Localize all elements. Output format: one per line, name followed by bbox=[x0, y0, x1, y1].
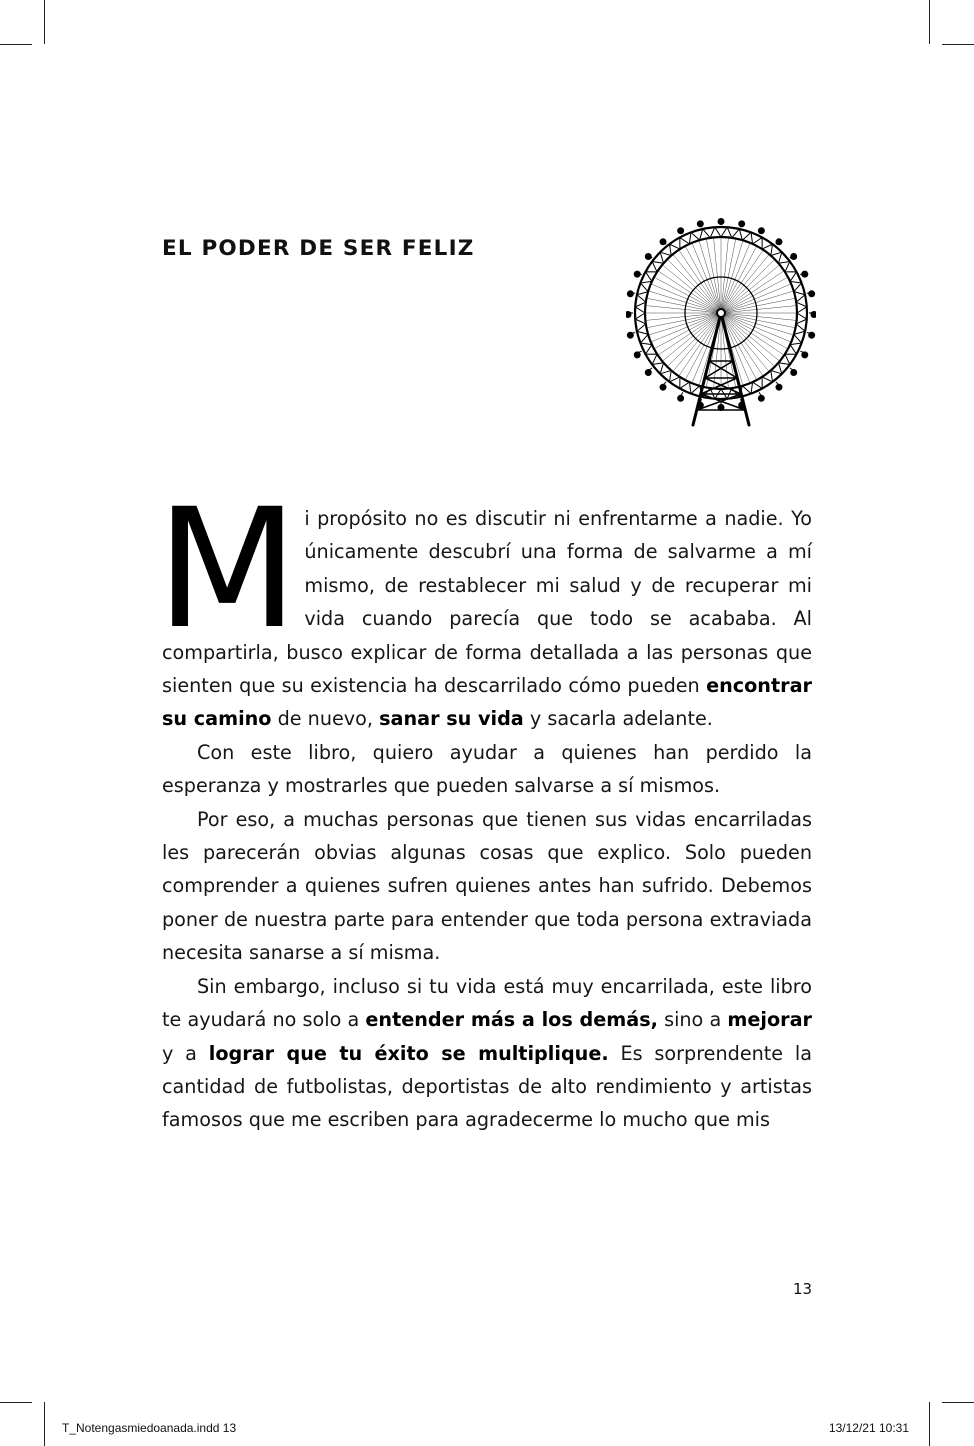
body-text bbox=[156, 473, 813, 1137]
bold-phrase: lograr que tu éxito se multiplique. bbox=[208, 1041, 609, 1065]
drop-cap: M bbox=[156, 473, 295, 665]
paragraph-1: i propósito no es discutir ni enfrentarme a nadie. Yo únicamente descubrí una forma de salvarme a mí mismo, de restablecer mi salud y de recuperar mi vida cuando parecía que todo se acababa. Al compartirla, busco explicar de forma detallada a las personas que sienten que su existencia ha descarrilado cómo pueden encontrar su camino de nuevo, sanar su vida y sacarla adelante. bbox=[162, 507, 812, 731]
bold-phrase: encontrar su camino bbox=[162, 674, 812, 731]
paragraph-4: Sin embargo, incluso si tu vida está muy encarrilada, este libro te ayudará no solo a entender más a los demás, sino a mejorar y a lograr que tu éxito se multiplique. Es sorprendente la cantidad de futbolistas, deportistas de alto rendimiento y artistas famosos que me escriben para agradecerme lo mucho que mis bbox=[162, 974, 813, 1132]
crop-mark bbox=[942, 44, 974, 45]
crop-mark bbox=[929, 1402, 930, 1446]
slug-filename: T_Notengasmiedoanada.indd 13 bbox=[62, 1421, 237, 1435]
page-number: 13 bbox=[793, 1280, 813, 1298]
bold-phrase: entender más a los demás, bbox=[365, 1008, 658, 1032]
crop-mark bbox=[44, 0, 45, 44]
crop-mark bbox=[0, 1402, 32, 1403]
bold-phrase: sanar su vida bbox=[379, 707, 524, 731]
ferris-wheel-icon bbox=[626, 218, 816, 432]
paragraph-2: Con este libro, quiero ayudar a quienes han perdido la esperanza y mostrarles que pueden salvarse a sí mismos. bbox=[162, 740, 812, 798]
crop-mark bbox=[44, 1402, 45, 1446]
chapter-title: EL PODER DE SER FELIZ bbox=[162, 236, 475, 261]
slug-date: 13/12/21 10:31 bbox=[828, 1421, 909, 1435]
crop-mark bbox=[942, 1402, 974, 1403]
bold-phrase: mejorar bbox=[727, 1008, 812, 1032]
crop-mark bbox=[929, 0, 930, 44]
paragraph-3: Por eso, a muchas personas que tienen sus vidas encarriladas les parecerán obvias algunas cosas que explico. Solo pueden comprender a quienes sufren quienes antes han sufrido. Debemos poner de nuestra parte para entender que toda persona extraviada necesita sanarse a sí misma. bbox=[162, 807, 812, 965]
crop-mark bbox=[0, 44, 32, 45]
